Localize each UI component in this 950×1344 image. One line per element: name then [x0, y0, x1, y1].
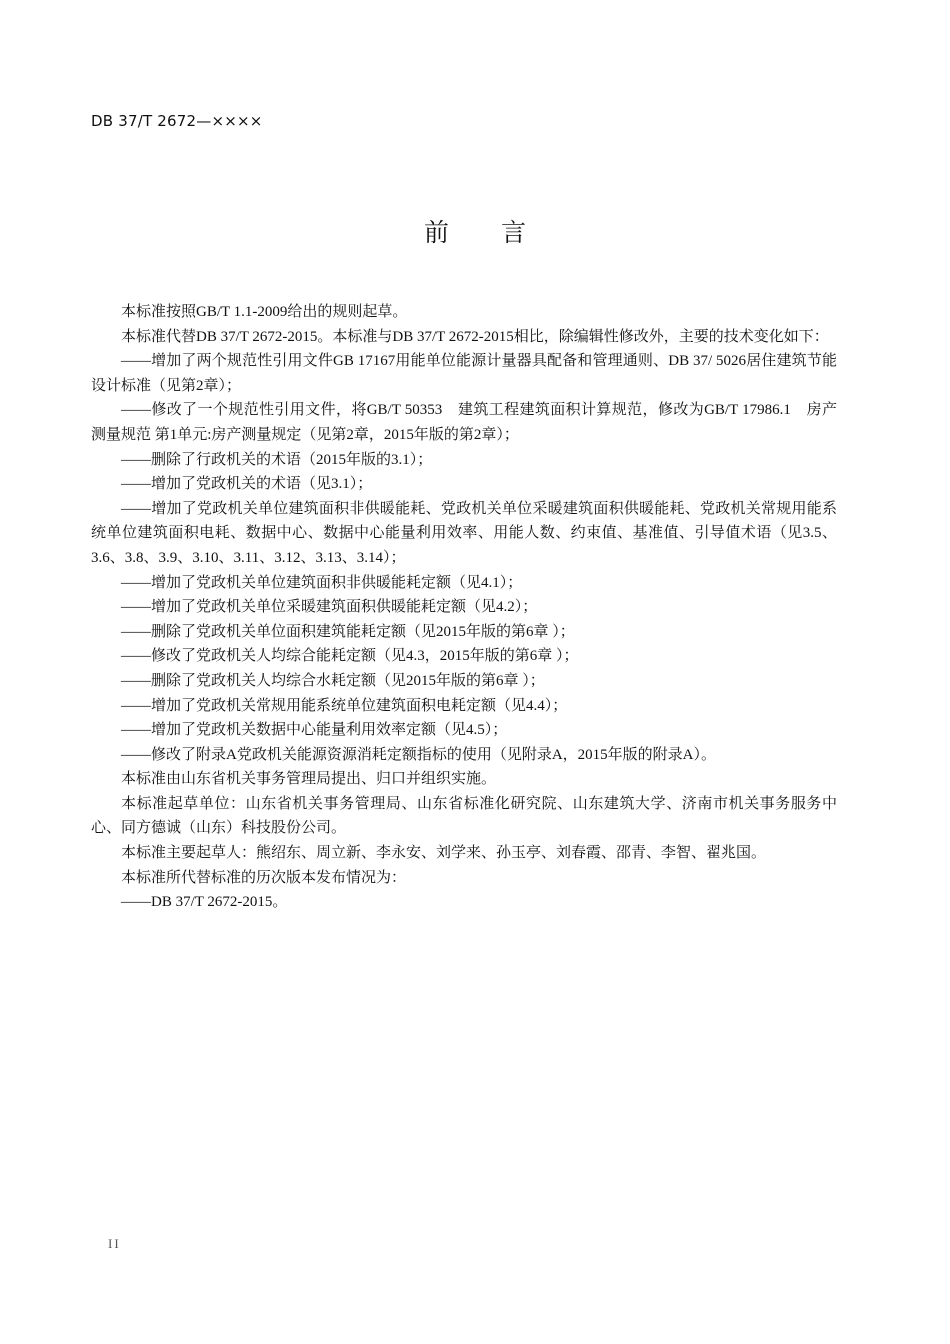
paragraph: 本标准按照GB/T 1.1-2009给出的规则起草。 [121, 304, 408, 320]
document-code-header: DB 37/T 2672—×××× [91, 112, 263, 130]
paragraph: 本标准起草单位：山东省机关事务管理局、山东省标准化研究院、山东建筑大学、济南市机关事务服务中心、同方德诚（山东）科技股份公司。 [91, 795, 837, 837]
paragraph: 本标准主要起草人：熊绍东、周立新、李永安、刘学来、孙玉亭、刘春霞、邵青、李智、翟兆国。 [121, 845, 767, 862]
paragraph: ——删除了行政机关的术语（2015年版的3.1）； [121, 451, 433, 468]
paragraph: ——修改了附录A党政机关能源资源消耗定额指标的使用（见附录A，2015年版的附录A）。 [121, 746, 717, 763]
paragraph: ——增加了党政机关单位建筑面积非供暖能耗、党政机关单位采暖建筑面积供暖能耗、党政机关常规用能系统单位建筑面积电耗、数据中心、数据中心能量利用效率、用能人数、约束值、基准值、引导值术语（见3.5、3.6、3.8、3.9、3.10、3.11、3.12、3.13、3.14）； [91, 500, 837, 566]
paragraph: 本标准由山东省机关事务管理局提出、归口并组织实施。 [121, 771, 497, 788]
paragraph: ——删除了党政机关单位面积建筑能耗定额（见2015年版的第6章 ）； [121, 623, 575, 640]
title-char-1: 前 [423, 218, 449, 247]
paragraph: 本标准所代替标准的历次版本发布情况为： [121, 869, 407, 886]
page-title [0, 213, 950, 249]
paragraph: ——增加了党政机关常规用能系统单位建筑面积电耗定额（见4.4）； [121, 697, 568, 714]
paragraph: ——删除了党政机关人均综合水耗定额（见2015年版的第6章 ）； [121, 672, 545, 689]
paragraph: 本标准代替DB 37/T 2672-2015。本标准与DB 37/T 2672-2015相比，除编辑性修改外，主要的技术变化如下： [121, 328, 829, 345]
paragraph: ——修改了党政机关人均综合能耗定额（见4.3，2015年版的第6章 ）； [121, 648, 579, 665]
paragraph: ——增加了两个规范性引用文件GB 17167用能单位能源计量器具配备和管理通则、DB 37/ 5026居住建筑节能设计标准（见第2章）； [91, 353, 837, 394]
paragraph: ——增加了党政机关单位采暖建筑面积供暖能耗定额（见4.2）； [121, 599, 538, 616]
page-number: II [108, 1236, 121, 1251]
foreword-body [91, 300, 837, 915]
paragraph: ——DB 37/T 2672-2015。 [121, 894, 288, 911]
paragraph: ——增加了党政机关数据中心能量利用效率定额（见4.5）； [121, 722, 508, 739]
title-char-2: 言 [501, 218, 527, 247]
paragraph: ——增加了党政机关的术语（见3.1）； [121, 476, 373, 493]
paragraph: ——增加了党政机关单位建筑面积非供暖能耗定额（见4.1）； [121, 574, 523, 591]
paragraph: ——修改了一个规范性引用文件，将GB/T 50353 建筑工程建筑面积计算规范，修改为GB/T 17986.1 房产测量规范 第1单元:房产测量规定（见第2章，2015年版的第2章）； [91, 402, 837, 443]
